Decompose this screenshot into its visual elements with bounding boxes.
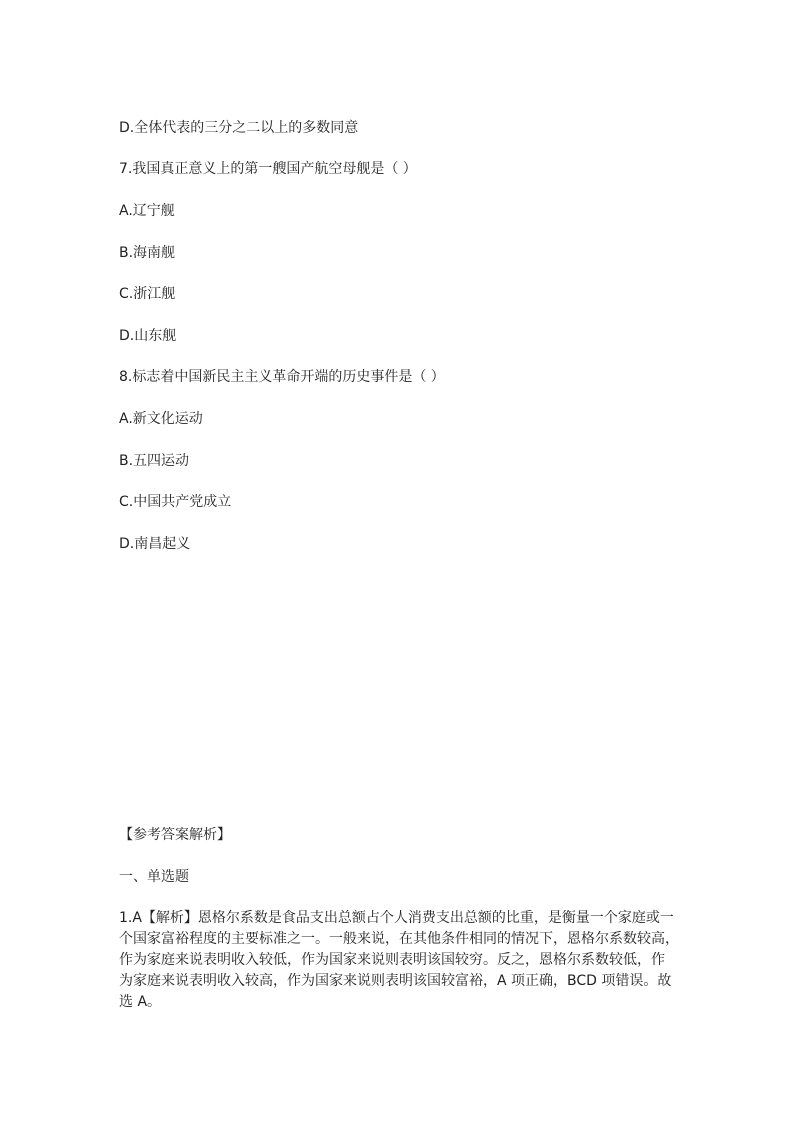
answers-title: 【参考答案解析】: [119, 827, 231, 843]
q6-option-d: D.全体代表的三分之二以上的多数同意: [119, 120, 359, 136]
q7-stem: 7.我国真正意义上的第一艘国产航空母舰是（ ）: [119, 161, 417, 177]
q8-option-b: B.五四运动: [119, 453, 190, 469]
q7-option-b: B.海南舰: [119, 245, 176, 261]
q7-option-d: D.山东舰: [119, 328, 177, 344]
answer-1-line: 为家庭来说表明收入较高，作为国家来说则表明该国较富裕，A 项正确，BCD 项错误。故: [119, 973, 672, 989]
answer-1-line: 作为家庭来说表明收入较低，作为国家来说则表明该国较穷。反之，恩格尔系数较低，作: [119, 952, 665, 968]
answer-1-line: 个国家富裕程度的主要标准之一。一般来说，在其他条件相同的情况下，恩格尔系数较高，: [119, 931, 679, 947]
answers-section: 一、单选题: [119, 869, 189, 885]
q8-stem: 8.标志着中国新民主主义革命开端的历史事件是（ ）: [119, 369, 445, 385]
q7-option-c: C.浙江舰: [119, 286, 176, 302]
q8-option-a: A.新文化运动: [119, 411, 203, 427]
q8-option-d: D.南昌起义: [119, 536, 191, 552]
answer-1-line: 选 A。: [119, 994, 162, 1010]
q8-option-c: C.中国共产党成立: [119, 494, 232, 510]
answer-1-line: 1.A【解析】恩格尔系数是食品支出总额占个人消费支出总额的比重，是衡量一个家庭或一: [119, 910, 674, 926]
answer-1-explanation: [119, 908, 679, 1013]
q7-option-a: A.辽宁舰: [119, 203, 175, 219]
